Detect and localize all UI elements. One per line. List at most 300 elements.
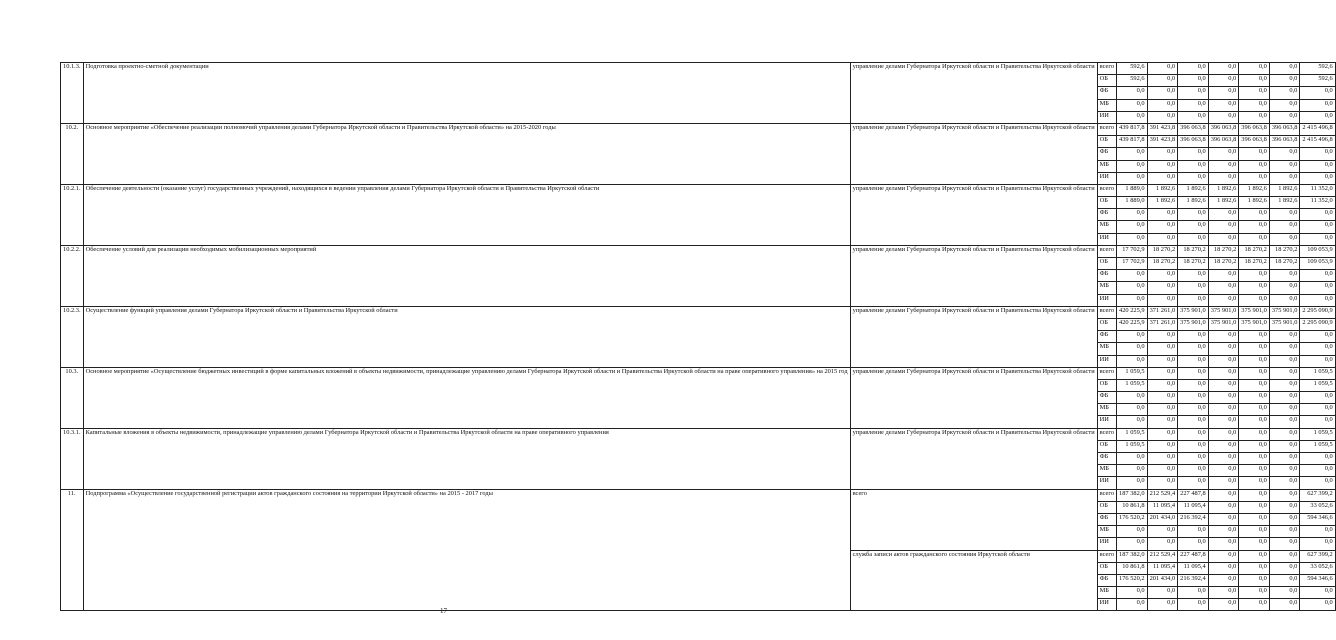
amount-cell: 0,0 bbox=[1117, 404, 1148, 416]
funding-source: всего bbox=[1097, 489, 1116, 501]
amount-cell: 396 063,8 bbox=[1269, 123, 1300, 135]
item-name: Обеспечение условий для реализации необходимых мобилизационных мероприятий bbox=[83, 245, 850, 306]
amount-cell: 375 901,0 bbox=[1269, 318, 1300, 330]
amount-cell: 0,0 bbox=[1239, 148, 1270, 160]
amount-cell: 0,0 bbox=[1269, 453, 1300, 465]
funding-source: МБ bbox=[1097, 526, 1116, 538]
funding-source: МБ bbox=[1097, 160, 1116, 172]
amount-cell: 0,0 bbox=[1147, 355, 1178, 367]
amount-cell: 0,0 bbox=[1269, 111, 1300, 123]
amount-cell: 18 270,2 bbox=[1178, 245, 1209, 257]
amount-cell: 0,0 bbox=[1300, 343, 1335, 355]
amount-cell: 0,0 bbox=[1147, 209, 1178, 221]
item-number: 10.2.2. bbox=[61, 245, 84, 306]
item-name: Капитальные вложения в объекты недвижимости, принадлежащие управлению делами Губернатора Иркутской области и Правительства Иркутской области на праве оперативного управления bbox=[83, 428, 850, 489]
item-number: 10.2.1. bbox=[61, 184, 84, 245]
amount-cell: 0,0 bbox=[1269, 233, 1300, 245]
amount-cell: 0,0 bbox=[1300, 99, 1335, 111]
amount-cell: 0,0 bbox=[1300, 294, 1335, 306]
amount-cell: 0,0 bbox=[1117, 282, 1148, 294]
table-row bbox=[61, 367, 1336, 379]
amount-cell: 0,0 bbox=[1178, 465, 1209, 477]
amount-cell: 0,0 bbox=[1239, 282, 1270, 294]
amount-cell: 0,0 bbox=[1178, 440, 1209, 452]
funding-source: ИИ bbox=[1097, 477, 1116, 489]
executor: управление делами Губернатора Иркутской области и Правительства Иркутской области bbox=[850, 184, 1097, 245]
amount-cell: 1 059,5 bbox=[1300, 379, 1335, 391]
funding-source: ИИ bbox=[1097, 599, 1116, 611]
funding-source: ОБ bbox=[1097, 197, 1116, 209]
amount-cell: 0,0 bbox=[1117, 343, 1148, 355]
amount-cell: 0,0 bbox=[1239, 416, 1270, 428]
funding-source: ИИ bbox=[1097, 355, 1116, 367]
amount-cell: 11 095,4 bbox=[1147, 501, 1178, 513]
amount-cell: 0,0 bbox=[1208, 550, 1239, 562]
amount-cell: 0,0 bbox=[1178, 404, 1209, 416]
amount-cell: 0,0 bbox=[1147, 538, 1178, 550]
amount-cell: 18 270,2 bbox=[1269, 258, 1300, 270]
amount-cell: 0,0 bbox=[1117, 392, 1148, 404]
amount-cell: 0,0 bbox=[1239, 343, 1270, 355]
amount-cell: 0,0 bbox=[1178, 160, 1209, 172]
amount-cell: 0,0 bbox=[1178, 87, 1209, 99]
funding-source: ИИ bbox=[1097, 294, 1116, 306]
amount-cell: 227 487,8 bbox=[1178, 489, 1209, 501]
amount-cell: 0,0 bbox=[1269, 221, 1300, 233]
amount-cell: 0,0 bbox=[1269, 574, 1300, 586]
amount-cell: 0,0 bbox=[1147, 148, 1178, 160]
item-name: Подпрограмма «Осуществление государственной регистрации актов гражданского состояния на территории Иркутской области» на 2015 - 2017 годы bbox=[83, 489, 850, 611]
funding-source: ИИ bbox=[1097, 416, 1116, 428]
amount-cell: 0,0 bbox=[1208, 526, 1239, 538]
funding-source: ОБ bbox=[1097, 258, 1116, 270]
amount-cell: 0,0 bbox=[1147, 270, 1178, 282]
amount-cell: 592,6 bbox=[1117, 63, 1148, 75]
amount-cell: 627 399,2 bbox=[1300, 489, 1335, 501]
amount-cell: 0,0 bbox=[1300, 172, 1335, 184]
funding-source: ФБ bbox=[1097, 87, 1116, 99]
amount-cell: 1 892,6 bbox=[1269, 184, 1300, 196]
table-row bbox=[61, 489, 1336, 501]
funding-source: ОБ bbox=[1097, 318, 1116, 330]
amount-cell: 0,0 bbox=[1239, 172, 1270, 184]
executor: управление делами Губернатора Иркутской области и Правительства Иркутской области bbox=[850, 367, 1097, 428]
amount-cell: 0,0 bbox=[1300, 111, 1335, 123]
amount-cell: 0,0 bbox=[1147, 331, 1178, 343]
amount-cell: 0,0 bbox=[1178, 282, 1209, 294]
amount-cell: 0,0 bbox=[1117, 111, 1148, 123]
amount-cell: 11 352,0 bbox=[1300, 197, 1335, 209]
amount-cell: 0,0 bbox=[1300, 160, 1335, 172]
amount-cell: 0,0 bbox=[1178, 587, 1209, 599]
amount-cell: 0,0 bbox=[1269, 404, 1300, 416]
amount-cell: 0,0 bbox=[1208, 404, 1239, 416]
amount-cell: 0,0 bbox=[1178, 392, 1209, 404]
amount-cell: 18 270,2 bbox=[1178, 258, 1209, 270]
amount-cell: 0,0 bbox=[1208, 574, 1239, 586]
amount-cell: 0,0 bbox=[1300, 404, 1335, 416]
amount-cell: 0,0 bbox=[1269, 416, 1300, 428]
amount-cell: 0,0 bbox=[1147, 428, 1178, 440]
amount-cell: 0,0 bbox=[1147, 440, 1178, 452]
amount-cell: 0,0 bbox=[1239, 355, 1270, 367]
amount-cell: 0,0 bbox=[1117, 87, 1148, 99]
amount-cell: 0,0 bbox=[1300, 148, 1335, 160]
executor: управление делами Губернатора Иркутской области и Правительства Иркутской области bbox=[850, 428, 1097, 489]
amount-cell: 0,0 bbox=[1117, 526, 1148, 538]
amount-cell: 0,0 bbox=[1269, 367, 1300, 379]
amount-cell: 0,0 bbox=[1239, 562, 1270, 574]
amount-cell: 109 053,9 bbox=[1300, 258, 1335, 270]
amount-cell: 176 520,2 bbox=[1117, 574, 1148, 586]
amount-cell: 0,0 bbox=[1300, 416, 1335, 428]
amount-cell: 0,0 bbox=[1208, 282, 1239, 294]
amount-cell: 375 901,0 bbox=[1239, 306, 1270, 318]
amount-cell: 0,0 bbox=[1208, 209, 1239, 221]
item-number: 10.3.1. bbox=[61, 428, 84, 489]
executor: служба записи актов гражданского состояния Иркутской области bbox=[850, 550, 1097, 611]
amount-cell: 0,0 bbox=[1208, 148, 1239, 160]
amount-cell: 201 434,0 bbox=[1147, 513, 1178, 525]
amount-cell: 0,0 bbox=[1239, 87, 1270, 99]
funding-source: всего bbox=[1097, 550, 1116, 562]
funding-source: ФБ bbox=[1097, 209, 1116, 221]
amount-cell: 0,0 bbox=[1117, 599, 1148, 611]
amount-cell: 375 901,0 bbox=[1208, 318, 1239, 330]
amount-cell: 627 399,2 bbox=[1300, 550, 1335, 562]
amount-cell: 375 901,0 bbox=[1178, 318, 1209, 330]
amount-cell: 0,0 bbox=[1269, 477, 1300, 489]
amount-cell: 0,0 bbox=[1178, 428, 1209, 440]
amount-cell: 375 901,0 bbox=[1178, 306, 1209, 318]
funding-source: МБ bbox=[1097, 99, 1116, 111]
table-row bbox=[61, 428, 1336, 440]
amount-cell: 0,0 bbox=[1300, 538, 1335, 550]
budget-table bbox=[60, 62, 1336, 611]
amount-cell: 17 702,9 bbox=[1117, 245, 1148, 257]
amount-cell: 0,0 bbox=[1117, 453, 1148, 465]
amount-cell: 0,0 bbox=[1239, 404, 1270, 416]
executor: управление делами Губернатора Иркутской области и Правительства Иркутской области bbox=[850, 63, 1097, 124]
amount-cell: 0,0 bbox=[1117, 172, 1148, 184]
amount-cell: 0,0 bbox=[1208, 99, 1239, 111]
funding-source: всего bbox=[1097, 184, 1116, 196]
amount-cell: 0,0 bbox=[1208, 477, 1239, 489]
amount-cell: 0,0 bbox=[1117, 477, 1148, 489]
amount-cell: 0,0 bbox=[1117, 538, 1148, 550]
amount-cell: 0,0 bbox=[1208, 392, 1239, 404]
amount-cell: 0,0 bbox=[1300, 87, 1335, 99]
amount-cell: 0,0 bbox=[1147, 75, 1178, 87]
funding-source: ФБ bbox=[1097, 270, 1116, 282]
amount-cell: 1 059,5 bbox=[1117, 379, 1148, 391]
amount-cell: 396 063,8 bbox=[1208, 123, 1239, 135]
amount-cell: 1 892,6 bbox=[1178, 184, 1209, 196]
funding-source: ФБ bbox=[1097, 453, 1116, 465]
amount-cell: 11 095,4 bbox=[1178, 501, 1209, 513]
amount-cell: 0,0 bbox=[1269, 343, 1300, 355]
amount-cell: 0,0 bbox=[1178, 294, 1209, 306]
amount-cell: 11 352,0 bbox=[1300, 184, 1335, 196]
amount-cell: 0,0 bbox=[1208, 355, 1239, 367]
amount-cell: 0,0 bbox=[1208, 587, 1239, 599]
amount-cell: 0,0 bbox=[1269, 538, 1300, 550]
amount-cell: 0,0 bbox=[1208, 562, 1239, 574]
amount-cell: 0,0 bbox=[1178, 526, 1209, 538]
funding-source: ОБ bbox=[1097, 562, 1116, 574]
funding-source: ИИ bbox=[1097, 233, 1116, 245]
amount-cell: 0,0 bbox=[1269, 355, 1300, 367]
amount-cell: 0,0 bbox=[1239, 75, 1270, 87]
amount-cell: 0,0 bbox=[1269, 562, 1300, 574]
amount-cell: 375 901,0 bbox=[1269, 306, 1300, 318]
amount-cell: 0,0 bbox=[1117, 160, 1148, 172]
amount-cell: 0,0 bbox=[1300, 392, 1335, 404]
amount-cell: 0,0 bbox=[1208, 465, 1239, 477]
amount-cell: 0,0 bbox=[1300, 282, 1335, 294]
funding-source: ОБ bbox=[1097, 136, 1116, 148]
amount-cell: 0,0 bbox=[1300, 233, 1335, 245]
amount-cell: 0,0 bbox=[1147, 587, 1178, 599]
amount-cell: 227 487,8 bbox=[1178, 550, 1209, 562]
amount-cell: 0,0 bbox=[1208, 428, 1239, 440]
amount-cell: 0,0 bbox=[1147, 282, 1178, 294]
amount-cell: 0,0 bbox=[1117, 355, 1148, 367]
amount-cell: 0,0 bbox=[1239, 513, 1270, 525]
funding-source: всего bbox=[1097, 367, 1116, 379]
amount-cell: 216 392,4 bbox=[1178, 513, 1209, 525]
amount-cell: 1 892,6 bbox=[1178, 197, 1209, 209]
funding-source: ОБ bbox=[1097, 501, 1116, 513]
amount-cell: 1 059,5 bbox=[1117, 440, 1148, 452]
amount-cell: 0,0 bbox=[1147, 453, 1178, 465]
table-row bbox=[61, 245, 1336, 257]
amount-cell: 0,0 bbox=[1178, 111, 1209, 123]
amount-cell: 0,0 bbox=[1208, 160, 1239, 172]
amount-cell: 0,0 bbox=[1300, 221, 1335, 233]
amount-cell: 0,0 bbox=[1147, 465, 1178, 477]
amount-cell: 0,0 bbox=[1239, 221, 1270, 233]
amount-cell: 439 817,8 bbox=[1117, 136, 1148, 148]
amount-cell: 0,0 bbox=[1239, 489, 1270, 501]
amount-cell: 0,0 bbox=[1239, 270, 1270, 282]
funding-source: МБ bbox=[1097, 282, 1116, 294]
amount-cell: 0,0 bbox=[1269, 392, 1300, 404]
amount-cell: 0,0 bbox=[1239, 501, 1270, 513]
amount-cell: 0,0 bbox=[1239, 63, 1270, 75]
amount-cell: 0,0 bbox=[1178, 233, 1209, 245]
amount-cell: 0,0 bbox=[1269, 99, 1300, 111]
amount-cell: 0,0 bbox=[1147, 99, 1178, 111]
item-name: Подготовка проектно-сметной документации bbox=[83, 63, 850, 124]
amount-cell: 1 059,5 bbox=[1300, 367, 1335, 379]
amount-cell: 0,0 bbox=[1269, 489, 1300, 501]
amount-cell: 0,0 bbox=[1300, 270, 1335, 282]
amount-cell: 18 270,2 bbox=[1147, 258, 1178, 270]
amount-cell: 0,0 bbox=[1208, 75, 1239, 87]
amount-cell: 0,0 bbox=[1117, 99, 1148, 111]
amount-cell: 0,0 bbox=[1239, 294, 1270, 306]
funding-source: МБ bbox=[1097, 221, 1116, 233]
amount-cell: 0,0 bbox=[1300, 209, 1335, 221]
amount-cell: 0,0 bbox=[1269, 331, 1300, 343]
amount-cell: 0,0 bbox=[1269, 75, 1300, 87]
amount-cell: 0,0 bbox=[1239, 465, 1270, 477]
item-name: Осуществление функций управления делами Губернатора Иркутской области и Правительства Иркутской области bbox=[83, 306, 850, 367]
table-row bbox=[61, 63, 1336, 75]
amount-cell: 1 059,5 bbox=[1300, 440, 1335, 452]
item-number: 10.2.3. bbox=[61, 306, 84, 367]
amount-cell: 0,0 bbox=[1269, 550, 1300, 562]
amount-cell: 396 063,8 bbox=[1178, 136, 1209, 148]
amount-cell: 592,6 bbox=[1300, 63, 1335, 75]
amount-cell: 0,0 bbox=[1300, 526, 1335, 538]
amount-cell: 0,0 bbox=[1147, 160, 1178, 172]
funding-source: МБ bbox=[1097, 465, 1116, 477]
amount-cell: 0,0 bbox=[1208, 294, 1239, 306]
amount-cell: 18 270,2 bbox=[1147, 245, 1178, 257]
amount-cell: 1 059,5 bbox=[1300, 428, 1335, 440]
amount-cell: 1 059,5 bbox=[1117, 367, 1148, 379]
amount-cell: 1 889,0 bbox=[1117, 184, 1148, 196]
amount-cell: 33 052,6 bbox=[1300, 501, 1335, 513]
amount-cell: 0,0 bbox=[1208, 172, 1239, 184]
amount-cell: 0,0 bbox=[1178, 477, 1209, 489]
item-name: Основное мероприятие «Обеспечение реализации полномочий управления делами Губернатора Иркутской области и Правительства Иркутской области» на 2015-2020 годы bbox=[83, 123, 850, 184]
amount-cell: 0,0 bbox=[1239, 453, 1270, 465]
amount-cell: 0,0 bbox=[1269, 599, 1300, 611]
amount-cell: 18 270,2 bbox=[1269, 245, 1300, 257]
amount-cell: 0,0 bbox=[1208, 331, 1239, 343]
item-number: 10.2. bbox=[61, 123, 84, 184]
amount-cell: 216 392,4 bbox=[1178, 574, 1209, 586]
amount-cell: 0,0 bbox=[1269, 63, 1300, 75]
amount-cell: 0,0 bbox=[1269, 379, 1300, 391]
amount-cell: 0,0 bbox=[1147, 233, 1178, 245]
amount-cell: 396 063,8 bbox=[1178, 123, 1209, 135]
amount-cell: 0,0 bbox=[1117, 416, 1148, 428]
amount-cell: 0,0 bbox=[1239, 440, 1270, 452]
table-row bbox=[61, 184, 1336, 196]
amount-cell: 0,0 bbox=[1208, 538, 1239, 550]
amount-cell: 0,0 bbox=[1208, 501, 1239, 513]
funding-source: всего bbox=[1097, 306, 1116, 318]
amount-cell: 17 702,9 bbox=[1117, 258, 1148, 270]
amount-cell: 2 295 090,9 bbox=[1300, 306, 1335, 318]
amount-cell: 0,0 bbox=[1208, 111, 1239, 123]
amount-cell: 0,0 bbox=[1178, 99, 1209, 111]
amount-cell: 0,0 bbox=[1208, 233, 1239, 245]
amount-cell: 33 052,6 bbox=[1300, 562, 1335, 574]
amount-cell: 0,0 bbox=[1300, 465, 1335, 477]
amount-cell: 0,0 bbox=[1239, 233, 1270, 245]
amount-cell: 0,0 bbox=[1117, 465, 1148, 477]
amount-cell: 201 434,0 bbox=[1147, 574, 1178, 586]
amount-cell: 0,0 bbox=[1269, 513, 1300, 525]
amount-cell: 0,0 bbox=[1208, 440, 1239, 452]
amount-cell: 0,0 bbox=[1239, 538, 1270, 550]
amount-cell: 0,0 bbox=[1147, 87, 1178, 99]
amount-cell: 0,0 bbox=[1269, 172, 1300, 184]
amount-cell: 187 382,0 bbox=[1117, 489, 1148, 501]
amount-cell: 594 346,6 bbox=[1300, 574, 1335, 586]
amount-cell: 391 423,8 bbox=[1147, 123, 1178, 135]
funding-source: МБ bbox=[1097, 587, 1116, 599]
amount-cell: 439 817,8 bbox=[1117, 123, 1148, 135]
amount-cell: 0,0 bbox=[1208, 453, 1239, 465]
amount-cell: 0,0 bbox=[1147, 404, 1178, 416]
amount-cell: 396 063,8 bbox=[1239, 136, 1270, 148]
amount-cell: 396 063,8 bbox=[1269, 136, 1300, 148]
amount-cell: 0,0 bbox=[1300, 587, 1335, 599]
amount-cell: 0,0 bbox=[1300, 599, 1335, 611]
amount-cell: 371 261,0 bbox=[1147, 306, 1178, 318]
amount-cell: 0,0 bbox=[1208, 270, 1239, 282]
amount-cell: 0,0 bbox=[1178, 270, 1209, 282]
amount-cell: 0,0 bbox=[1269, 209, 1300, 221]
amount-cell: 0,0 bbox=[1269, 160, 1300, 172]
amount-cell: 0,0 bbox=[1239, 428, 1270, 440]
amount-cell: 11 095,4 bbox=[1178, 562, 1209, 574]
amount-cell: 11 095,4 bbox=[1147, 562, 1178, 574]
amount-cell: 0,0 bbox=[1147, 416, 1178, 428]
amount-cell: 0,0 bbox=[1117, 148, 1148, 160]
amount-cell: 2 295 090,9 bbox=[1300, 318, 1335, 330]
amount-cell: 0,0 bbox=[1269, 465, 1300, 477]
amount-cell: 0,0 bbox=[1208, 379, 1239, 391]
amount-cell: 0,0 bbox=[1208, 87, 1239, 99]
amount-cell: 0,0 bbox=[1147, 111, 1178, 123]
amount-cell: 18 270,2 bbox=[1208, 258, 1239, 270]
funding-source: ФБ bbox=[1097, 574, 1116, 586]
amount-cell: 0,0 bbox=[1117, 270, 1148, 282]
amount-cell: 0,0 bbox=[1208, 221, 1239, 233]
amount-cell: 1 059,5 bbox=[1117, 428, 1148, 440]
table-body bbox=[61, 63, 1336, 611]
amount-cell: 0,0 bbox=[1239, 587, 1270, 599]
amount-cell: 2 415 496,8 bbox=[1300, 136, 1335, 148]
amount-cell: 0,0 bbox=[1117, 294, 1148, 306]
amount-cell: 0,0 bbox=[1178, 331, 1209, 343]
amount-cell: 0,0 bbox=[1239, 574, 1270, 586]
amount-cell: 0,0 bbox=[1147, 599, 1178, 611]
amount-cell: 0,0 bbox=[1117, 209, 1148, 221]
amount-cell: 0,0 bbox=[1178, 148, 1209, 160]
amount-cell: 0,0 bbox=[1178, 209, 1209, 221]
item-number: 10.1.3. bbox=[61, 63, 84, 124]
amount-cell: 0,0 bbox=[1269, 587, 1300, 599]
amount-cell: 0,0 bbox=[1300, 453, 1335, 465]
amount-cell: 0,0 bbox=[1269, 282, 1300, 294]
funding-source: ФБ bbox=[1097, 331, 1116, 343]
amount-cell: 0,0 bbox=[1178, 379, 1209, 391]
amount-cell: 0,0 bbox=[1178, 75, 1209, 87]
amount-cell: 0,0 bbox=[1269, 270, 1300, 282]
amount-cell: 0,0 bbox=[1147, 367, 1178, 379]
amount-cell: 0,0 bbox=[1300, 331, 1335, 343]
funding-source: всего bbox=[1097, 245, 1116, 257]
funding-source: ОБ bbox=[1097, 75, 1116, 87]
amount-cell: 0,0 bbox=[1178, 367, 1209, 379]
amount-cell: 0,0 bbox=[1208, 343, 1239, 355]
amount-cell: 0,0 bbox=[1208, 416, 1239, 428]
amount-cell: 0,0 bbox=[1117, 221, 1148, 233]
amount-cell: 0,0 bbox=[1300, 355, 1335, 367]
amount-cell: 0,0 bbox=[1178, 221, 1209, 233]
table-row bbox=[61, 123, 1336, 135]
amount-cell: 0,0 bbox=[1178, 355, 1209, 367]
item-name: Основное мероприятие «Осуществление бюджетных инвестиций в форме капитальных вложений в объекты недвижимости, принадлежащие управлению делами Губернатора Иркутской области и Правительства Иркутской области на праве оперативного управления» на 2015 год bbox=[83, 367, 850, 428]
